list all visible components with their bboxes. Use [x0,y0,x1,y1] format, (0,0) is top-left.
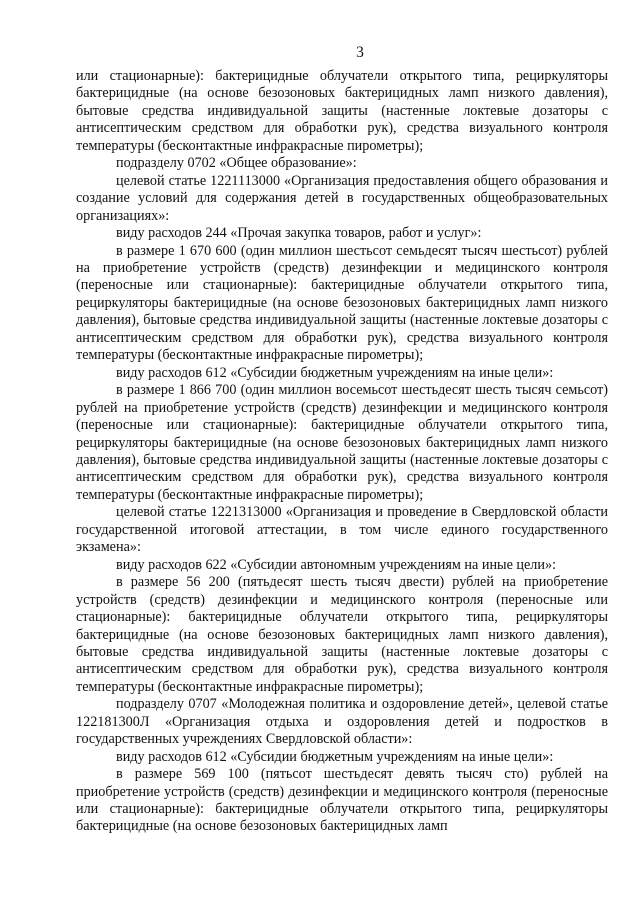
paragraph: виду расходов 612 «Субсидии бюджетным учреждениям на иные цели»: [116,748,554,765]
paragraph: в размере 1 866 700 (один миллион восемьсот шестьдесят шесть тысяч семьсот) рублей на приобретение устройств (средств) дезинфекции и медицинского контроля (переносные или стационарные): бактерицидные облучатели открытого типа, рециркуляторы бактерицидные (на основе безозоновых бактерицидных ламп низкого давления), бытовые средства индивидуальной защиты (настенные локтевые дозаторы с антисептическим средством для обработки рук), средства визуального контроля температуры (бесконтактные инфракрасные пирометры); [76,382,608,503]
paragraph: подразделу 0707 «Молодежная политика и оздоровление детей», целевой статье 122181300Л «Организация отдыха и оздоровления детей и подростков в государственных учреждениях Свердловской области»: [76,696,608,748]
paragraph: в размере 569 100 (пятьсот шестьдесят девять тысяч сто) рублей на приобретение устройств (средств) дезинфекции и медицинского контроля (переносные или стационарные): бактерицидные облучатели открытого типа, рециркуляторы бактерицидные (на основе безозоновых бактерицидных ламп [76,766,608,835]
paragraph: виду расходов 622 «Субсидии автономным учреждениям на иные цели»: [116,556,557,573]
page-number: 3 [356,44,364,61]
paragraph: виду расходов 244 «Прочая закупка товаров, работ и услуг»: [116,225,482,242]
document-page [76,40,608,836]
paragraph: целевой статье 1221313000 «Организация и проведение в Свердловской области государственной итоговой аттестации, в том числе единого государственного экзамена»: [76,504,608,556]
paragraph: в размере 56 200 (пятьдесят шесть тысяч двести) рублей на приобретение устройств (средств) дезинфекции и медицинского контроля (переносные или стационарные): бактерицидные облучатели открытого типа, рециркуляторы бактерицидные (на основе безозоновых бактерицидных ламп низкого давления), бытовые средства индивидуальной защиты (настенные локтевые дозаторы с антисептическим средством для обработки рук), средства визуального контроля температуры (бесконтактные инфракрасные пирометры); [76,574,608,695]
paragraph: или стационарные): бактерицидные облучатели открытого типа, рециркуляторы бактерицидные (на основе безозоновых бактерицидных ламп низкого давления), бытовые средства индивидуальной защиты (настенные локтевые дозаторы с антисептическим средством для обработки рук), средства визуального контроля температуры (бесконтактные инфракрасные пирометры); [76,68,608,154]
paragraph: виду расходов 612 «Субсидии бюджетным учреждениям на иные цели»: [116,364,554,381]
paragraph: целевой статье 1221113000 «Организация предоставления общего образования и создание условий для содержания детей в государственных общеобразовательных организациях»: [76,172,608,224]
paragraph: подразделу 0702 «Общее образование»: [116,155,357,172]
paragraph: в размере 1 670 600 (один миллион шестьсот семьдесят тысяч шестьсот) рублей на приобретение устройств (средств) дезинфекции и медицинского контроля (переносные или стационарные): бактерицидные облучатели открытого типа, рециркуляторы бактерицидные (на основе безозоновых бактерицидных ламп низкого давления), бытовые средства индивидуальной защиты (настенные локтевые дозаторы с антисептическим средством для обработки рук), средства визуального контроля температуры (бесконтактные инфракрасные пирометры); [76,242,608,364]
